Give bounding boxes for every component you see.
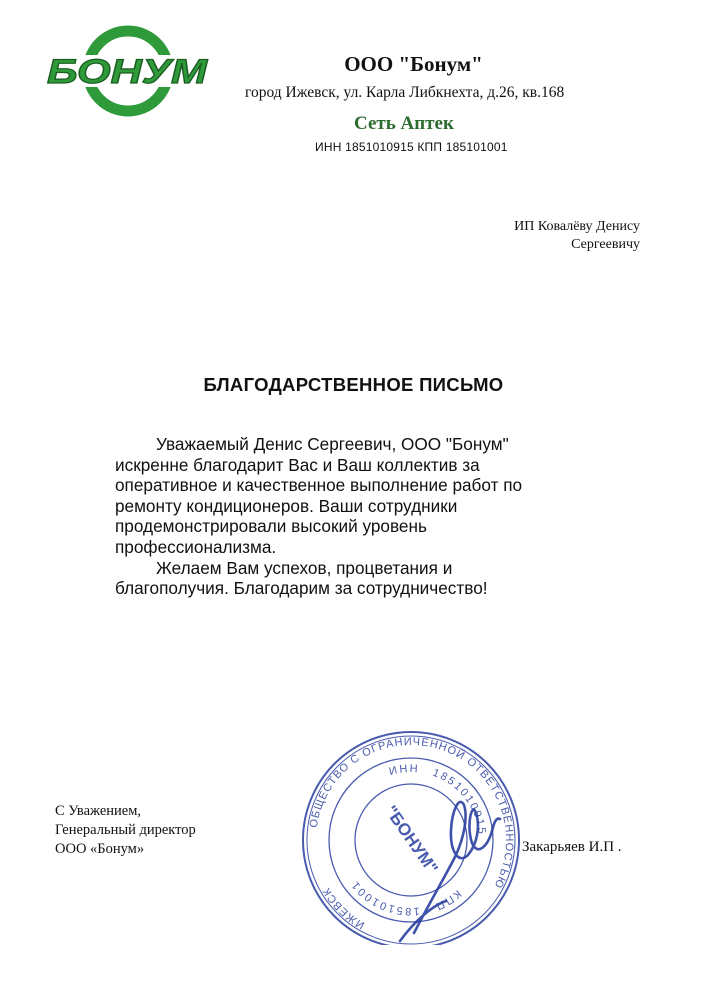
closing-line-3: ООО «Бонум» <box>55 841 145 857</box>
stamp-kpp-label: КПП <box>432 887 464 913</box>
body-line: продемонстрировали высокий уровень <box>115 516 427 537</box>
company-address: город Ижевск, ул. Карла Либкнехта, д.26, кв.168 <box>245 84 565 101</box>
body-line: благополучия. Благодарим за сотрудничество! <box>115 578 488 599</box>
recipient-block <box>514 218 640 254</box>
body-line: оперативное и качественное выполнение работ по <box>115 475 523 496</box>
body-line: ремонту кондиционеров. Ваши сотрудники <box>115 495 458 516</box>
closing-line-1: С Уважением, <box>55 803 142 819</box>
company-network: Сеть Аптек <box>354 113 454 134</box>
stamp-outer-text: ОБЩЕСТВО С ОГРАНИЧЕННОЙ ОТВЕТСТВЕННОСТЬЮ <box>307 735 516 891</box>
stamp-inn-digits: 1851010915 <box>430 766 488 837</box>
body-line: искренне благодарит Вас и Ваш коллектив за <box>115 454 480 475</box>
svg-text:ИНН <box>388 763 420 778</box>
body-line: профессионализма. <box>115 536 277 557</box>
body-line: Уважаемый Денис Сергеевич, ООО "Бонум" <box>156 434 509 454</box>
company-name: ООО "Бонум" <box>344 52 483 76</box>
stamp-center-text: "БОНУМ" <box>381 802 442 878</box>
stamp-inn-label: ИНН <box>387 762 420 779</box>
body-line: Желаем Вам успехов, процветания и <box>156 557 453 578</box>
company-stamp <box>296 705 526 945</box>
recipient-line-2: Сергеевичу <box>571 237 640 252</box>
closing-block <box>55 802 196 859</box>
closing-line-2: Генеральный директор <box>55 822 196 838</box>
signer-name: Закарьяев И.П . <box>522 839 622 855</box>
letter-body <box>115 434 585 599</box>
company-inn: ИНН 1851010915 КПП 185101001 <box>315 140 508 154</box>
stamp-kpp-digits: 185101001 <box>348 877 421 918</box>
logo-text: БОНУМ <box>47 53 208 91</box>
stamp-city: ИЖЕВСК <box>320 884 367 932</box>
svg-text:185101001 <box>349 878 420 917</box>
recipient-line-1: ИП Ковалёву Денису <box>514 219 640 234</box>
letter-title: БЛАГОДАРСТВЕННОЕ ПИСЬМО <box>203 374 504 395</box>
